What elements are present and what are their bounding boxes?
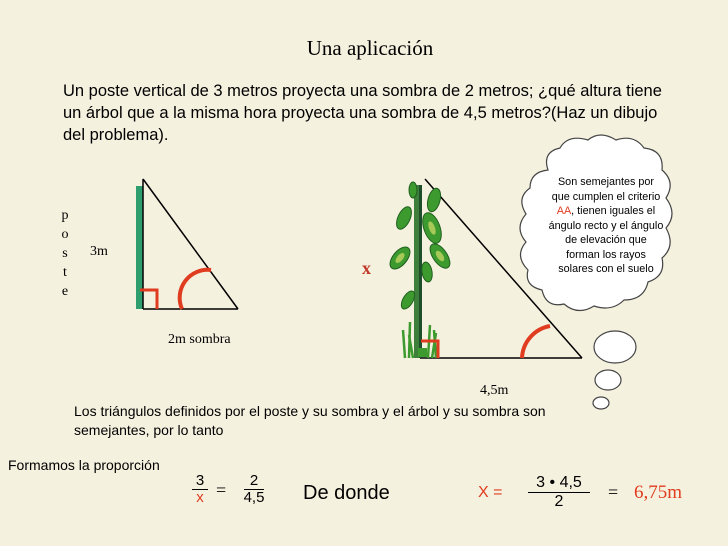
fraction-denominator: x [196, 489, 204, 506]
solution-numerator: 3 • 4,5 [528, 474, 590, 493]
tree-height-label: x [362, 258, 371, 278]
bubble-text-after: , tienen iguales el ángulo recto y el ángulo de elevación que forman los rayos solares con el suelo [548, 205, 664, 275]
solution-result: 6,75m [634, 482, 683, 503]
pole-shadow-label: 2m sombra [168, 332, 231, 347]
solution-equals: = [608, 482, 619, 502]
fraction-3-over-x [192, 473, 208, 506]
solution-fraction [528, 474, 590, 511]
de-donde-label: De donde [303, 482, 390, 504]
pole-triangle [136, 179, 238, 309]
tree-shadow-label: 4,5m [480, 383, 509, 398]
problem-statement: Un poste vertical de 3 metros proyecta una sombra de 2 metros; ¿qué altura tiene un árbol que a la misma hora proyecta una sombra de 4,5 metros?(Haz un dibujo del problema). [63, 82, 662, 144]
poste-letter: t [63, 265, 67, 280]
poste-vertical-label [58, 206, 72, 301]
poste-letter: p [61, 208, 69, 223]
bubble-text [548, 175, 664, 277]
fraction-numerator: 3 [192, 473, 208, 490]
fraction-denominator: 4,5 [243, 489, 265, 506]
angle-arc-right [522, 326, 550, 358]
solution-denominator: 2 [554, 493, 564, 510]
x-equals-label: X = [478, 484, 503, 501]
poste-letter: s [62, 246, 68, 261]
bubble-criterion: AA [556, 205, 572, 217]
page-title: Una aplicación [306, 36, 434, 60]
equals-sign: = [216, 480, 227, 500]
angle-arc-left [180, 270, 211, 309]
similarity-statement: Los triángulos definidos por el poste y su sombra y el árbol y su sombra son semejantes, por lo tanto [74, 403, 546, 438]
fraction-2-over-4-5 [238, 473, 270, 506]
poste-letter: o [61, 227, 69, 242]
fraction-numerator: 2 [244, 473, 264, 490]
proportion-label: Formamos la proporción [8, 457, 160, 473]
pole-height-label: 3m [90, 244, 108, 259]
bubble-text-before: Son semejantes por que cumplen el criterio [551, 176, 661, 203]
poste-letter: e [61, 284, 69, 299]
